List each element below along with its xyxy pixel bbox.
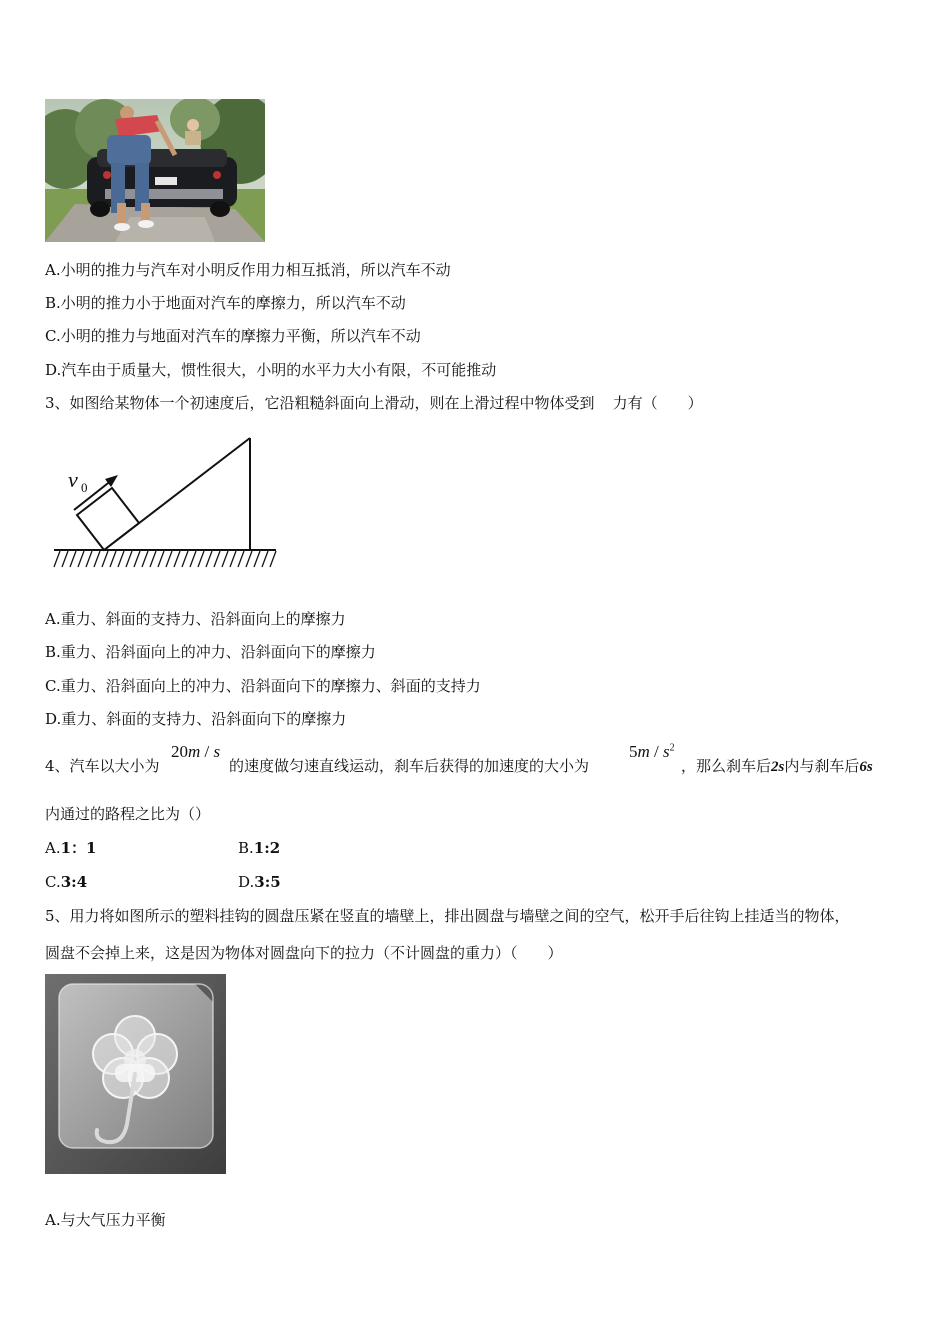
q3-option-b: B.重力、沿斜面向上的冲力、沿斜面向下的摩擦力	[45, 643, 376, 661]
q5-stem-line2: 圆盘不会掉上来，这是因为物体对圆盘向下的拉力（不计圆盘的重力）（ ）	[45, 944, 563, 962]
q2-option-c: C.小明的推力与地面对汽车的摩擦力平衡，所以汽车不动	[45, 327, 421, 345]
plastic-hook-illustration	[45, 974, 226, 1174]
q2-option-a: A.小明的推力与汽车对小明反作用力相互抵消，所以汽车不动	[45, 261, 451, 279]
q3-option-d: D.重力、斜面的支持力、沿斜面向下的摩擦力	[45, 710, 347, 728]
q2-option-d: D.汽车由于质量大，惯性很大，小明的水平力大小有限，不可能推动	[45, 361, 497, 379]
q3-option-c: C.重力、沿斜面向上的冲力、沿斜面向下的摩擦力、斜面的支持力	[45, 677, 481, 695]
velocity-label: v	[68, 467, 78, 492]
q3-stem-part2: 力有（ ）	[612, 394, 703, 412]
q4-option-d: D.3:5	[238, 873, 281, 891]
q4-option-b: B.1:2	[238, 839, 281, 857]
q5-option-a: A.与大气压力平衡	[45, 1211, 166, 1229]
incline-diagram	[52, 430, 280, 572]
q2-option-b: B.小明的推力小于地面对汽车的摩擦力，所以汽车不动	[45, 294, 406, 312]
q5-stem-line1: 5、用力将如图所示的塑料挂钩的圆盘压紧在竖直的墙壁上，排出圆盘与墙壁之间的空气，松开手后往钩上挂适当的物体，	[45, 907, 850, 925]
q4-stem-line2: 内通过的路程之比为（）	[45, 805, 211, 823]
incline-svg	[52, 430, 280, 572]
q4-speed-value: 20m / s	[171, 742, 221, 761]
car-pushing-illustration	[45, 99, 265, 242]
q4-acceleration-value: $5m / s^2$	[629, 742, 675, 761]
q3-stem-part1: 3、如图给某物体一个初速度后，它沿粗糙斜面向上滑动，则在上滑过程中物体受到	[45, 394, 595, 412]
q4-stem-c: ，那么刹车后2s内与刹车后6s	[681, 757, 873, 775]
q3-option-a: A.重力、斜面的支持力、沿斜面向上的摩擦力	[45, 610, 346, 628]
car-pushing-photo	[45, 99, 265, 242]
q4-stem-a: 4、汽车以大小为	[45, 757, 160, 775]
q4-stem-b: 的速度做匀速直线运动，刹车后获得的加速度的大小为	[229, 757, 590, 775]
q3-stem	[45, 393, 703, 413]
q4-option-a: A.1：1	[45, 839, 97, 857]
q4-option-c: C.3:4	[45, 873, 88, 891]
plastic-hook-photo	[45, 974, 226, 1174]
velocity-subscript: 0	[81, 480, 88, 495]
